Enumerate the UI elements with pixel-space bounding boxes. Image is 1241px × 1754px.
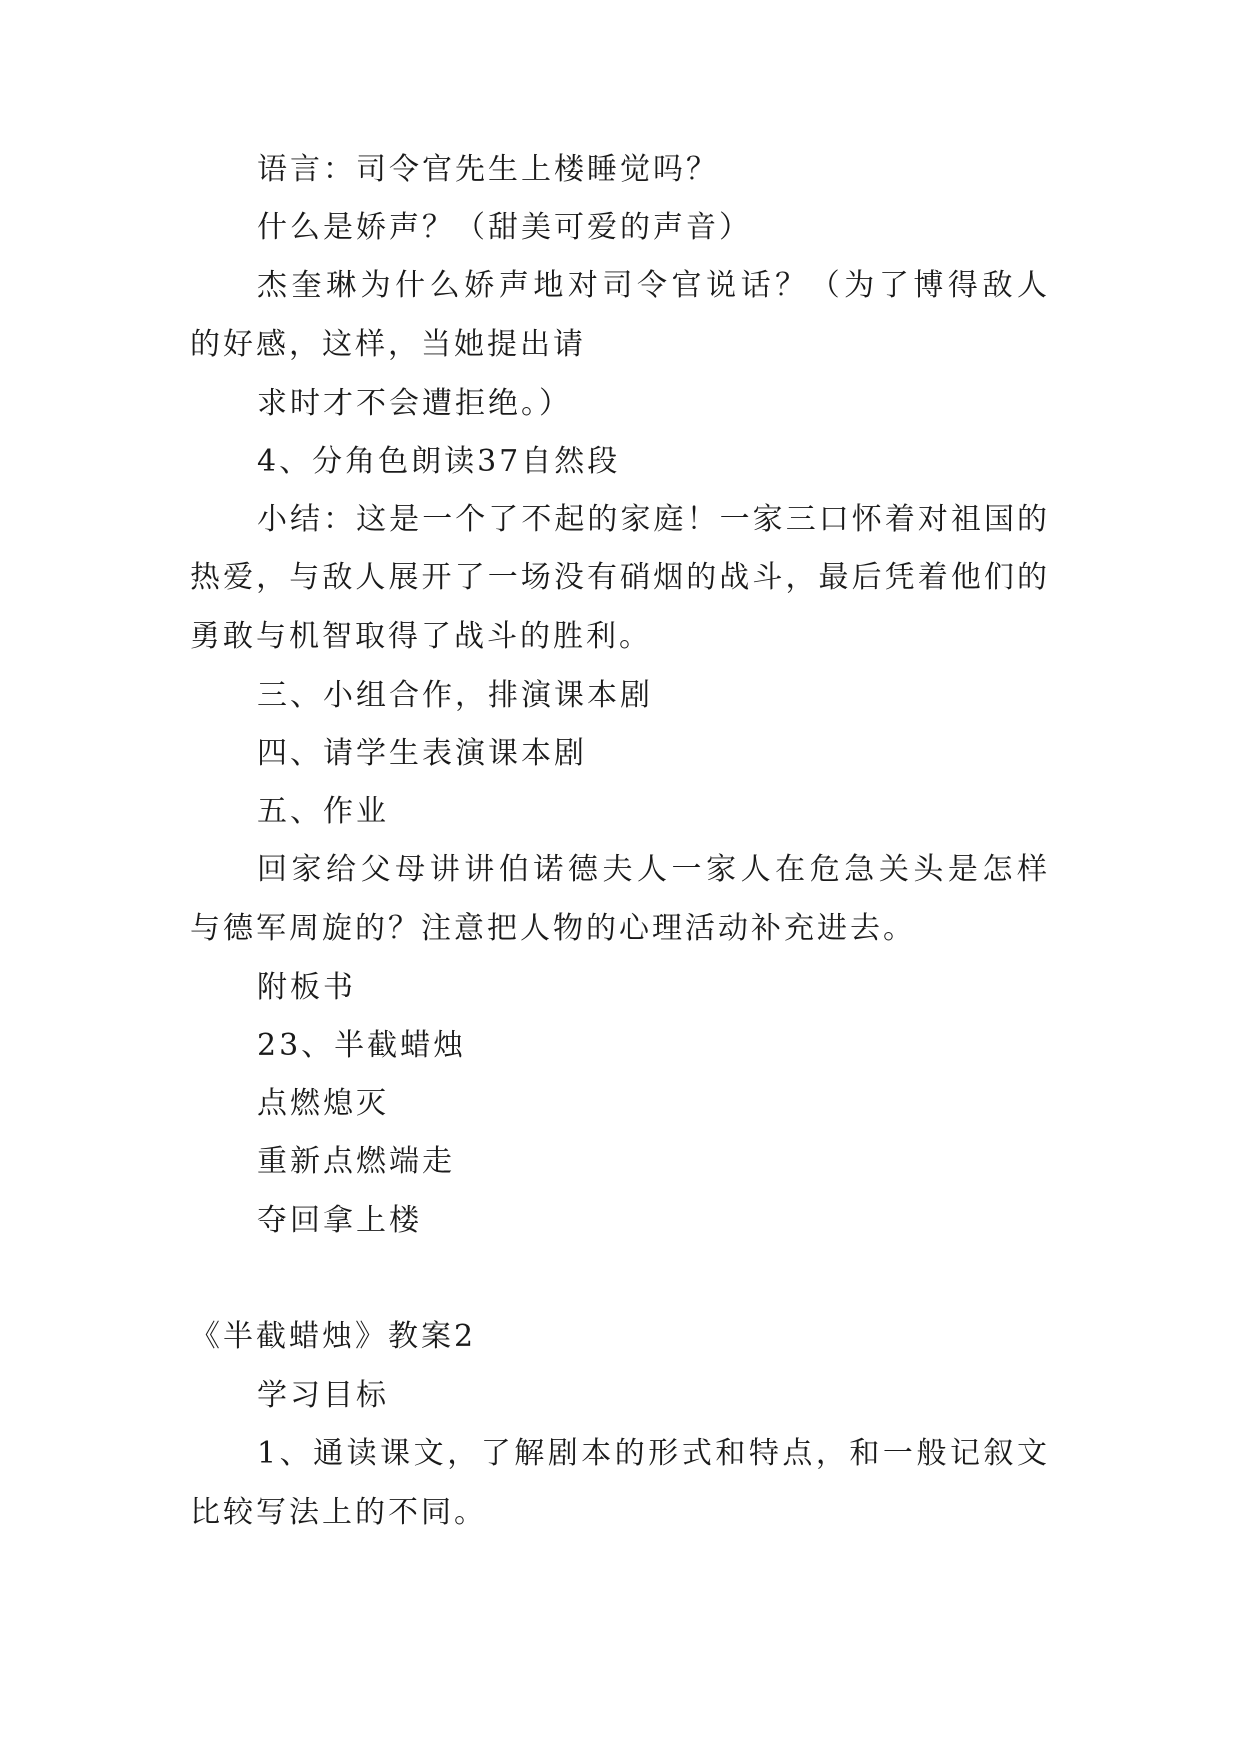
- section-title: 《半截蜡烛》教案2: [190, 1319, 477, 1354]
- paragraph-line: 语言：司令官先生上楼睡觉吗？: [257, 152, 719, 187]
- paragraph-line: 勇敢与机智取得了战斗的胜利。: [190, 619, 652, 654]
- paragraph-line: 求时才不会遭拒绝。）: [257, 386, 572, 421]
- paragraph-line: 学习目标: [257, 1378, 389, 1413]
- paragraph-line: 夺回拿上楼: [257, 1203, 422, 1238]
- paragraph-line: 点燃熄灭: [257, 1086, 389, 1121]
- paragraph-line: 23、半截蜡烛: [257, 1028, 467, 1063]
- paragraph-line: 杰奎琳为什么娇声地对司令官说话？（为了博得敌人: [257, 268, 1050, 303]
- paragraph-line: 的好感，这样，当她提出请: [190, 327, 586, 362]
- paragraph-line: 什么是娇声？（甜美可爱的声音）: [257, 210, 752, 245]
- paragraph-line: 热爱，与敌人展开了一场没有硝烟的战斗，最后凭着他们的: [190, 560, 1050, 595]
- paragraph-line: 四、请学生表演课本剧: [257, 736, 587, 771]
- paragraph-line: 小结：这是一个了不起的家庭！一家三口怀着对祖国的: [257, 502, 1050, 537]
- paragraph-line: 三、小组合作，排演课本剧: [257, 678, 653, 713]
- paragraph-line: 与德军周旋的？注意把人物的心理活动补充进去。: [190, 911, 916, 946]
- paragraph-line: 附板书: [257, 970, 356, 1005]
- paragraph-line: 比较写法上的不同。: [190, 1495, 487, 1530]
- paragraph-line: 重新点燃端走: [257, 1144, 455, 1179]
- paragraph-line: 五、作业: [257, 794, 389, 829]
- paragraph-line: 回家给父母讲讲伯诺德夫人一家人在危急关头是怎样: [257, 852, 1050, 887]
- paragraph-line: 4、分角色朗读37自然段: [257, 444, 621, 479]
- paragraph-line: 1、通读课文，了解剧本的形式和特点，和一般记叙文: [257, 1436, 1050, 1471]
